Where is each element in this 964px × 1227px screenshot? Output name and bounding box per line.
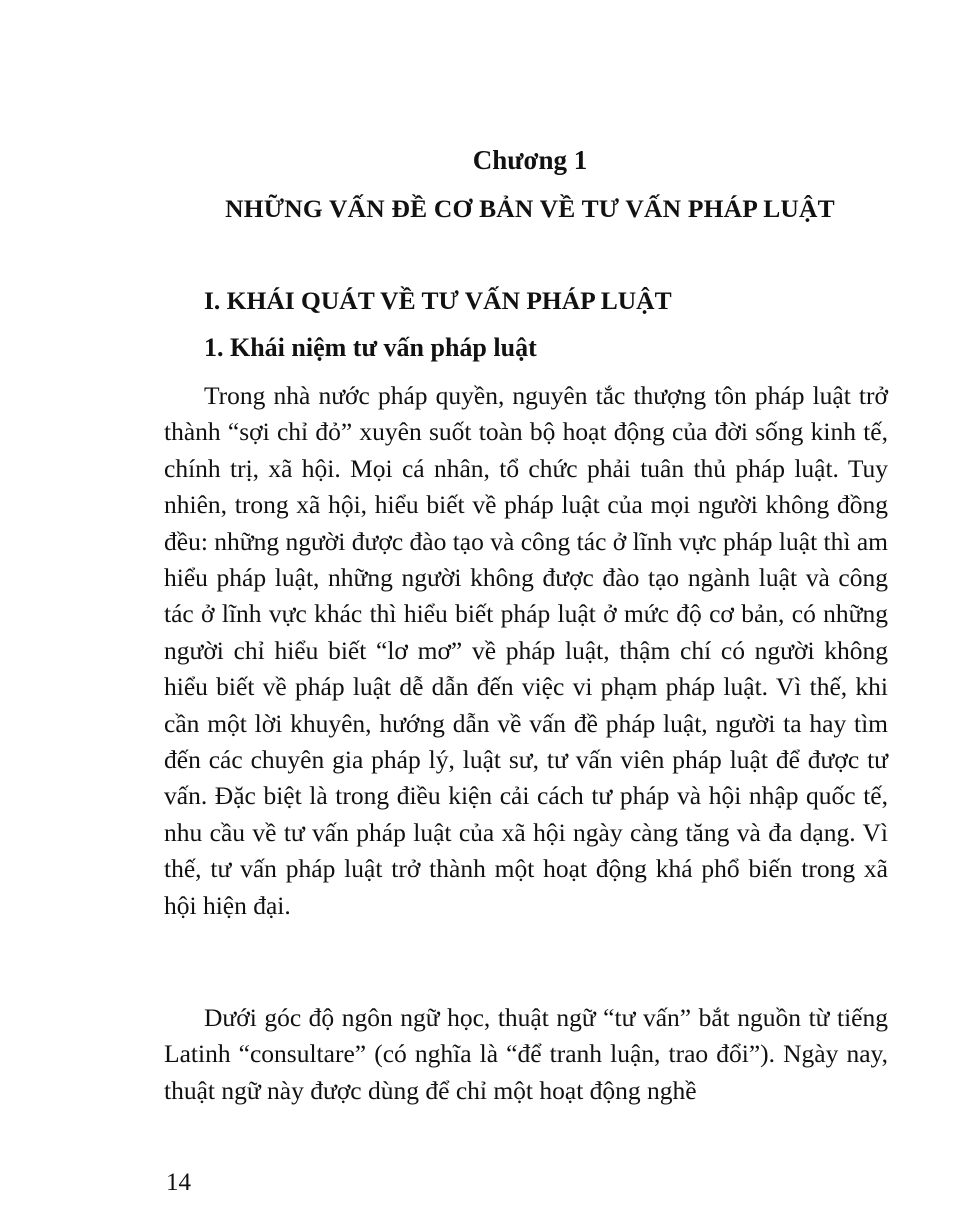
subsection-heading: 1. Khái niệm tư vấn pháp luật: [204, 333, 537, 362]
chapter-title: NHỮNG VẤN ĐỀ CƠ BẢN VỀ TƯ VẤN PHÁP LUẬT: [225, 194, 835, 223]
body-paragraph: Dưới góc độ ngôn ngữ học, thuật ngữ “tư vấn” bắt nguồn từ tiếng Latinh “consultare” (có nghĩa là “để tranh luận, trao đổi”). Ngày nay, thuật ngữ này được dùng để chỉ một hoạt động nghề: [164, 1003, 888, 1105]
page-number: 14: [166, 1169, 191, 1196]
chapter-label: Chương 1: [472, 145, 588, 175]
section-heading: I. KHÁI QUÁT VỀ TƯ VẤN PHÁP LUẬT: [204, 286, 672, 315]
body-paragraph: Trong nhà nước pháp quyền, nguyên tắc thượng tôn pháp luật trở thành “sợi chỉ đỏ” xuyên suốt toàn bộ hoạt động của đời sống kinh tế, chính trị, xã hội. Mọi cá nhân, tổ chức phải tuân thủ pháp luật. Tuy nhiên, trong xã hội, hiểu biết về pháp luật của mọi người không đồng đều: những người được đào tạo và công tác ở lĩnh vực pháp luật thì am hiểu pháp luật, những người không được đào tạo ngành luật và công tác ở lĩnh vực khác thì hiểu biết pháp luật ở mức độ cơ bản, có những người chỉ hiểu biết “lơ mơ” về pháp luật, thậm chí có người không hiểu biết về pháp luật dễ dẫn đến việc vi phạm pháp luật. Vì thế, khi cần một lời khuyên, hướng dẫn về vấn đề pháp luật, người ta hay tìm đến các chuyên gia pháp lý, luật sư, tư vấn viên pháp luật để được tư vấn. Đặc biệt là trong điều kiện cải cách tư pháp và hội nhập quốc tế, nhu cầu về tư vấn pháp luật của xã hội ngày càng tăng và đa dạng. Vì thế, tư vấn pháp luật trở thành một hoạt động khá phổ biến trong xã hội hiện đại.: [164, 381, 888, 920]
